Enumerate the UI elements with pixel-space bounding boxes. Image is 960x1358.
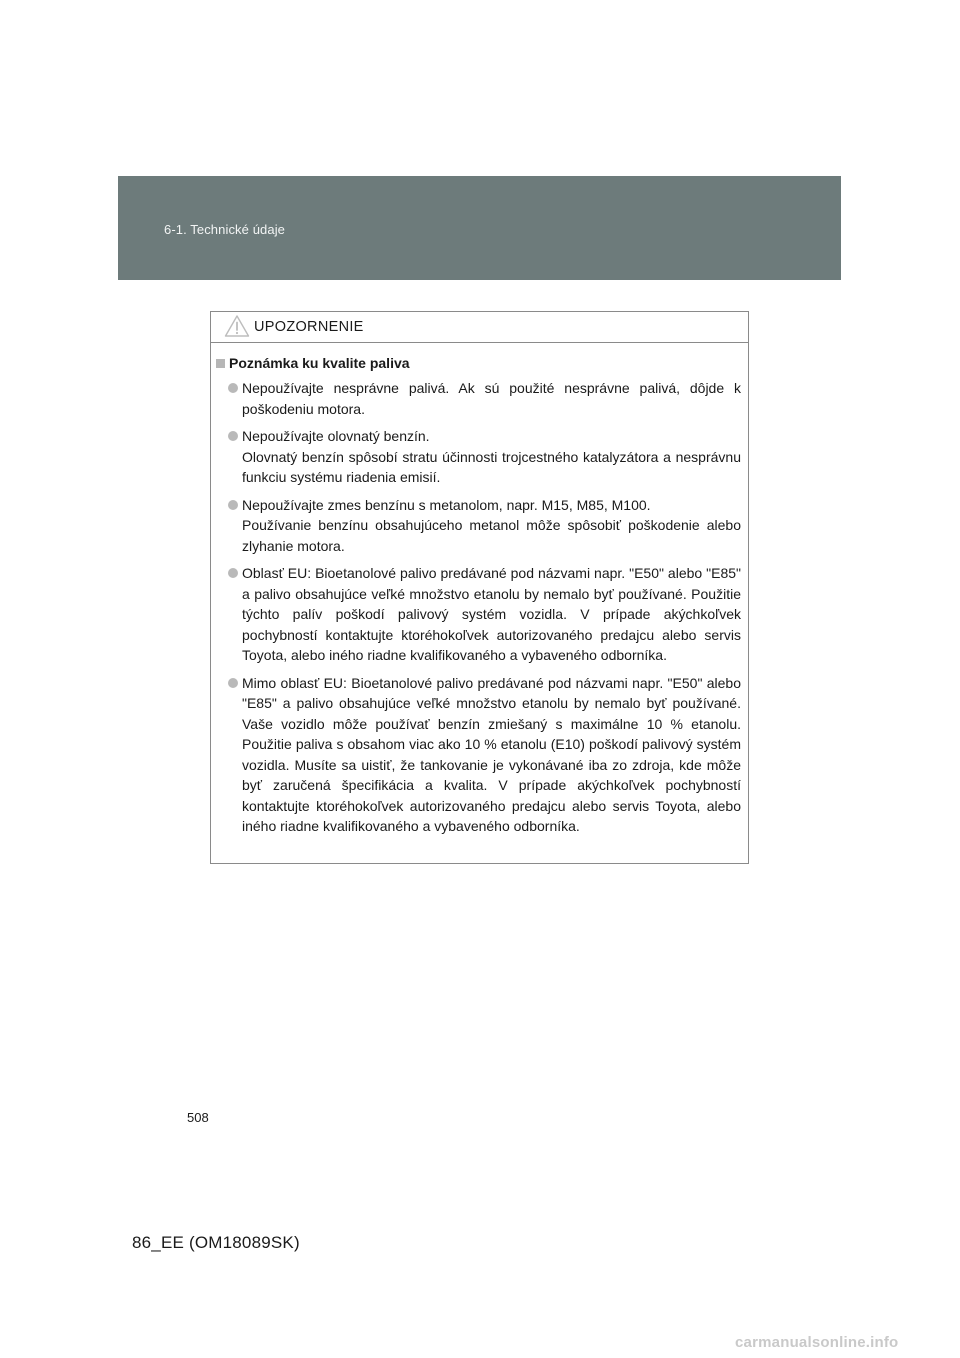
- bullet-dot-icon: [228, 678, 238, 688]
- paragraph: Nepoužívajte zmes benzínu s metanolom, napr. M15, M85, M100.: [242, 496, 651, 513]
- list-item: [216, 673, 741, 837]
- bullet-dot-icon: [228, 500, 238, 510]
- caution-title: UPOZORNENIE: [254, 319, 364, 335]
- subheading: [216, 354, 741, 372]
- bullet-dot-icon: [228, 431, 238, 441]
- paragraph: Mimo oblasť EU: Bioetanolové palivo predávané pod názvami napr. "E50" alebo "E85" a palivo obsahujúce veľké množstvo etanolu by nemalo byť používané. Vaše vozidlo môže používať benzín zmiešaný s maximálne 10 % etanolu. Použitie paliva s obsahom viac ako 10 % etanolu (E10) poškodí palivový systém vozidla. Musíte sa uistiť, že tankovanie je vykonávané iba zo zdroja, kde môže byť zaručená špecifikácia a kvalita. V prípade akýchkoľvek pochybností kontaktujte ktoréhokoľvek autorizovaného predajcu alebo servis Toyota, alebo iného riadne kvalifikovaného a vybaveného odborníka.: [242, 674, 741, 834]
- paragraph: Nepoužívajte nesprávne palivá. Ak sú použité nesprávne palivá, dôjde k poškodeniu motora.: [242, 380, 741, 417]
- paragraph: Používanie benzínu obsahujúceho metanol môže spôsobiť poškodenie alebo zlyhanie motora.: [242, 517, 741, 554]
- paragraph: Olovnatý benzín spôsobí stratu účinnosti trojcestného katalyzátora a nesprávnu funkciu systému riadenia emisií.: [242, 448, 741, 485]
- section-label: 6-1. Technické údaje: [164, 222, 286, 237]
- watermark: carmanualsonline.info: [735, 1334, 899, 1351]
- header-band: [118, 176, 841, 280]
- list-item: [216, 563, 741, 666]
- warning-triangle-icon: [224, 314, 250, 338]
- subheading-text: Poznámka ku kvalite paliva: [229, 355, 410, 371]
- list-item: [216, 426, 741, 488]
- paragraph: Nepoužívajte olovnatý benzín.: [242, 428, 430, 444]
- caution-body: [211, 343, 748, 837]
- page-number: 508: [187, 1110, 209, 1125]
- paragraph: Oblasť EU: Bioetanolové palivo predávané pod názvami napr. "E50" alebo "E85" a palivo obsahujúce veľké množstvo etanolu by nemalo byť používané. Použitie týchto palív poškodí palivový systém vozidla. V prípade akýchkoľvek pochybností kontaktujte ktoréhokoľvek autorizovaného predajcu alebo servis Toyota, alebo iného riadne kvalifikovaného a vybaveného odborníka.: [242, 565, 741, 663]
- caution-box: [210, 311, 749, 864]
- document-code: 86_EE (OM18089SK): [132, 1233, 300, 1252]
- square-bullet-icon: [216, 359, 225, 368]
- caution-header: [211, 312, 748, 343]
- bullet-dot-icon: [228, 568, 238, 578]
- list-item: [216, 378, 741, 419]
- bullet-dot-icon: [228, 383, 238, 393]
- list-item: [216, 495, 741, 557]
- caution-list: [216, 378, 741, 837]
